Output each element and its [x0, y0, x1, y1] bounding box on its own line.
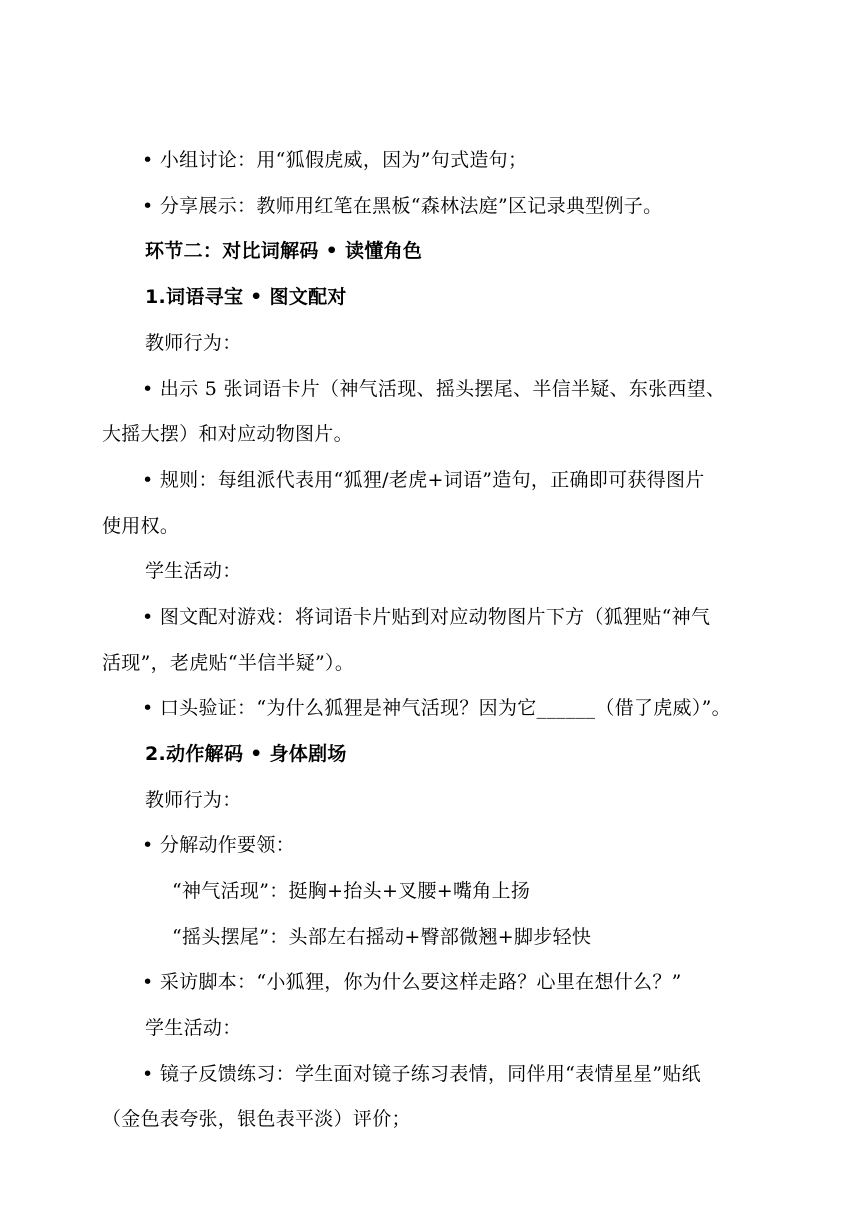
subheading-action-decode: 2.动作解码 • 身体剧场 — [145, 743, 347, 765]
bullet-group-discussion: • 小组讨论：用“狐假虎威，因为”句式造句； — [142, 149, 528, 171]
action-point-2: “摇头摆尾”：头部左右摇动+臀部微翘+脚步轻快 — [172, 926, 592, 948]
bullet-matching-game-cont: 活现”，老虎贴“半信半疑”）。 — [102, 652, 355, 674]
action-point-1: “神气活现”：挺胸+抬头+叉腰+嘴角上扬 — [172, 880, 531, 902]
bullet-rules: • 规则：每组派代表用“狐狸/老虎+词语”造句，正确即可获得图片 — [142, 469, 705, 491]
teacher-behavior-label-2: 教师行为： — [145, 789, 242, 811]
bullet-oral-verify: • 口头验证：“为什么狐狸是神气活现？因为它______（借了虎威）”。 — [142, 697, 731, 719]
bullet-share-display: • 分享展示：教师用红笔在黑板“森林法庭”区记录典型例子。 — [142, 195, 663, 217]
bullet-show-cards-cont: 大摇大摆）和对应动物图片。 — [102, 423, 353, 445]
bullet-show-cards: • 出示 5 张词语卡片（神气活现、摇头摆尾、半信半疑、东张西望、 — [142, 378, 726, 400]
teacher-behavior-label-1: 教师行为： — [145, 332, 242, 354]
bullet-interview-script: • 采访脚本：“小狐狸，你为什么要这样走路？心里在想什么？” — [142, 971, 682, 993]
bullet-mirror-practice: • 镜子反馈练习：学生面对镜子练习表情，同伴用“表情星星”贴纸 — [142, 1063, 701, 1085]
section-heading-2: 环节二：对比词解码 • 读懂角色 — [145, 240, 423, 262]
bullet-action-points: • 分解动作要领： — [142, 834, 295, 856]
bullet-rules-cont: 使用权。 — [102, 515, 180, 537]
subheading-word-hunt: 1.词语寻宝 • 图文配对 — [145, 286, 347, 308]
student-activity-label-1: 学生活动： — [145, 560, 242, 582]
bullet-mirror-practice-cont: （金色表夸张，银色表平淡）评价； — [102, 1108, 411, 1130]
student-activity-label-2: 学生活动： — [145, 1017, 242, 1039]
bullet-matching-game: • 图文配对游戏：将词语卡片贴到对应动物图片下方（狐狸贴“神气 — [142, 606, 711, 628]
